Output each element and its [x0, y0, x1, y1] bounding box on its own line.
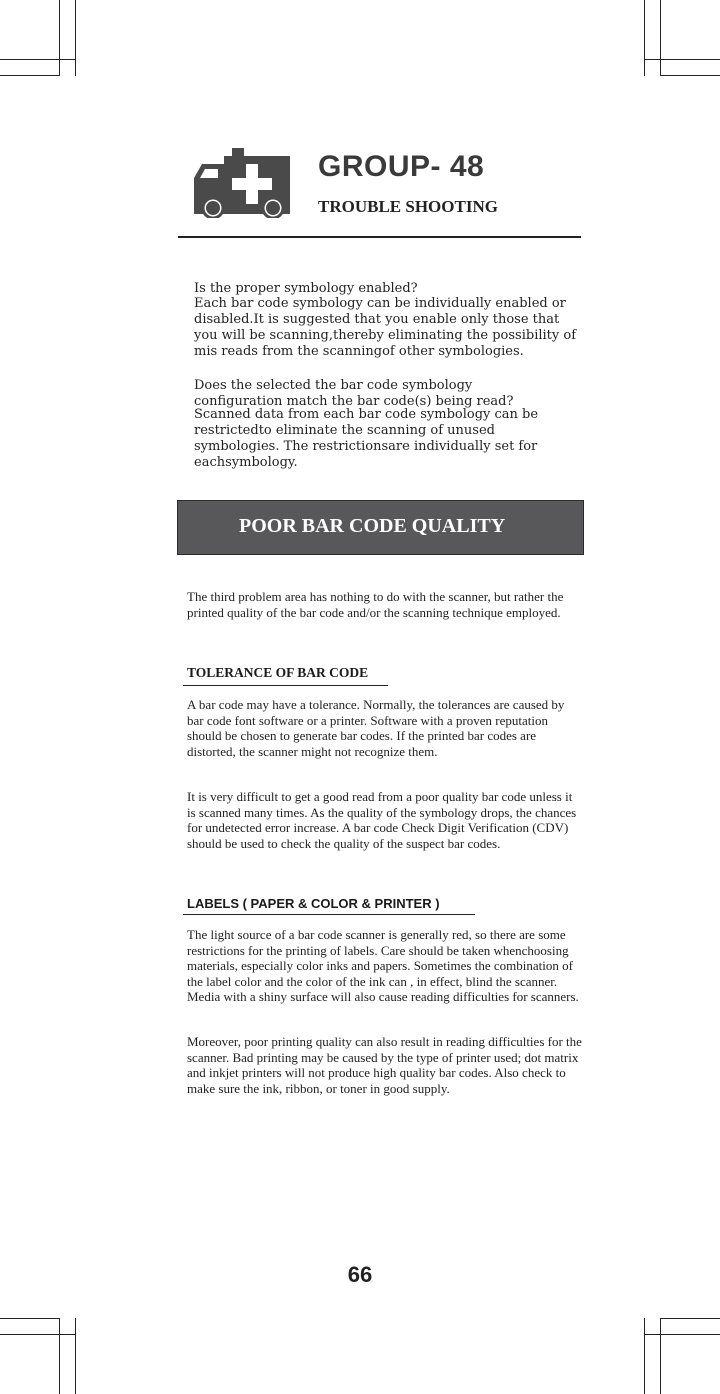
- answer-symbology-match: Scanned data from each bar code symbology can be restrictedto eliminate the scanning of unused symbologies. The restrictionsare individually set for eachsymbology.: [194, 407, 539, 470]
- labels-paragraph-1: The light source of a bar code scanner is generally red, so there are some restrictions for the printing of labels. Care should be taken whenchoosing materials, especially color inks and papers. Sometimes the combination of the label color and the color of the ink can , in effect, blind the scanner. Media with a shiny surface will also cause reading difficulties for scanners.: [187, 927, 579, 1004]
- question-symbology-match: Does the selected the bar code symbology configuration match the bar code(s) being read?: [194, 378, 514, 409]
- group-title: GROUP- 48: [318, 150, 485, 183]
- tolerance-paragraph-2: It is very difficult to get a good read from a poor quality bar code unless it is scanned many times. As the quality of the symbology drops, the chances for undetected error increase. A bar code Check Digit Verification (CDV) should be used to check the quality of the suspect bar codes.: [187, 789, 577, 851]
- section-subtitle: TROUBLE SHOOTING: [318, 197, 498, 216]
- header-divider: [178, 236, 581, 238]
- banner-title: POOR BAR CODE QUALITY: [239, 515, 506, 537]
- labels-paragraph-2: Moreover, poor printing quality can also result in reading difficulties for the scanner. Bad printing may be caused by the type of printer used; dot matrix and inkjet printers will not produce high quality bar codes. Also check to make sure the ink, ribbon, or toner in good supply.: [187, 1034, 582, 1096]
- ambulance-icon: [192, 148, 290, 218]
- answer-symbology-enabled: Each bar code symbology can be individually enabled or disabled.It is suggested that you enable only those that you will be scanning,thereby eliminating the possibility of mis reads from the scanningof other symbologies.: [194, 296, 577, 359]
- tolerance-paragraph-1: A bar code may have a tolerance. Normally, the tolerances are caused by bar code font software or a printer. Software with a proven reputation should be chosen to generate bar codes. If the printed bar codes are distorted, the scanner might not recognize them.: [187, 697, 565, 759]
- intro-paragraph: The third problem area has nothing to do with the scanner, but rather the printed quality of the bar code and/or the scanning technique employed.: [187, 589, 564, 620]
- labels-heading: LABELS ( PAPER & COLOR & PRINTER ): [187, 896, 440, 911]
- tolerance-heading: TOLERANCE OF BAR CODE: [187, 665, 369, 680]
- question-symbology-enabled: Is the proper symbology enabled?: [194, 281, 418, 296]
- tolerance-heading-underline: [183, 685, 388, 686]
- page-number: 66: [347, 1262, 373, 1287]
- labels-heading-underline: [183, 914, 475, 915]
- section-banner: [177, 500, 584, 555]
